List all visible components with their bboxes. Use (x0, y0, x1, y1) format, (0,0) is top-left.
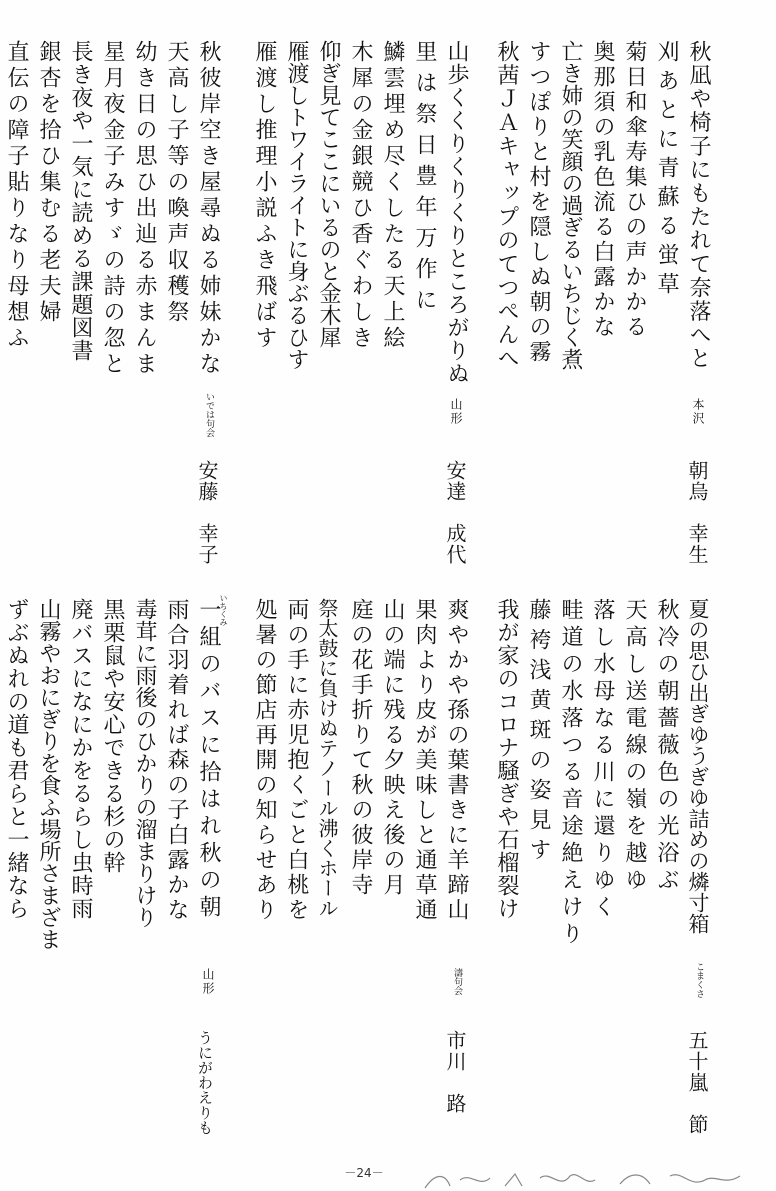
author-place: 山形 (449, 398, 463, 426)
haiku-line: 木犀の金銀競ひ香ぐわしき (348, 40, 373, 352)
haiku-line: 幼き日の思ひ出辿る赤まんま (132, 40, 157, 378)
author-name: 朝烏 幸生 (685, 460, 709, 565)
author-group: こまくさ (694, 962, 704, 998)
haiku-line: 里は祭日豊年万作に (412, 40, 437, 319)
haiku-line: 祭太鼓に負けぬテノール沸くホール (315, 598, 339, 918)
haiku-line: 亡き姉の笑顔の過ぎるいちじく煮 (558, 40, 583, 370)
author-name: うにがわえりも (196, 1030, 214, 1135)
haiku-line: 爽やかや孫の葉書きに羊蹄山 (444, 598, 469, 923)
haiku-line: 雨合羽着れば森の子白露かな (164, 598, 189, 923)
haiku-line: 果肉より皮が美味しと通草通 (412, 598, 437, 923)
haiku-line: 奥那須の乳色流る白露かな (590, 40, 615, 340)
author-group: 濤句会 (452, 968, 462, 995)
haiku-line: 直伝の障子貼りなり母想ふ (4, 40, 29, 352)
author-name: 安達 成代 (443, 460, 467, 565)
haiku-line: 庭の花手折りて秋の彼岸寺 (348, 598, 373, 898)
haiku-line: 黒栗鼠や安心できる杉の幹 (100, 598, 125, 874)
haiku-line: 毒茸に雨後のひかりの溜まりけり (132, 598, 157, 928)
haiku-line: 畦道の水落つる音途絶えけり (558, 598, 583, 949)
haiku-line: 長き夜や一気に読める課題図書 (68, 40, 93, 362)
haiku-line: 刈あとに青蘇る蛍草 (654, 40, 679, 301)
haiku-line: 鱗雲埋め尽くしたる天上絵 (380, 40, 405, 352)
haiku-line: 秋彼岸空き屋尋ぬる姉妹かな (196, 40, 221, 378)
author-name: 五十嵐 節 (685, 1030, 709, 1135)
haiku-line: 山の端に残る夕映え後の月 (380, 598, 405, 898)
haiku-line: 星月夜金子みすゞの詩の忽と (100, 40, 125, 378)
author-place: 本沢 (691, 398, 705, 426)
haiku-line: 天高し送電線の嶺を越ゆ (622, 598, 647, 895)
author-name: 安藤 幸子 (195, 460, 219, 565)
haiku-line: 雁渡し推理小説ふき飛ばす (252, 40, 277, 352)
haiku-line: 一組のバスに拾はれ秋の朝 (196, 598, 221, 922)
haiku-line: 仰ぎ見てここにいるのと金木犀 (316, 40, 341, 348)
haiku-line: 処暑の節店再開の知らせあり (252, 598, 277, 923)
haiku-line: 我が家のコロナ騒ぎや石榴裂け (494, 598, 519, 920)
haiku-line: 雁渡しトワイライトに身ぶるひす (284, 40, 309, 370)
haiku-line: 山歩くくりくりくりところがりぬ (444, 40, 469, 385)
haiku-line: 銀杏を拾ひ集むる老夫婦 (36, 40, 61, 326)
haiku-line: 菊日和傘寿集ひの声かかる (622, 40, 647, 340)
handwritten-scribble (420, 1168, 750, 1191)
haiku-line: 秋茜ＪＡキャップのてつぺんへ (494, 40, 519, 371)
haiku-line: すつぽりと村を隠しぬ朝の霧 (526, 40, 551, 365)
haiku-line: 天高し子等の喚声収穫祭 (164, 40, 189, 326)
page-number: －24－ (344, 1166, 384, 1180)
haiku-line: 夏の思ひ出ぎゆうぎゆ詰めの燐寸箱 (686, 598, 710, 934)
haiku-line: 藤袴浅黄斑の姿見す (526, 598, 551, 868)
haiku-line: 廃バスになにかをるらし虫時雨 (68, 598, 93, 920)
haiku-line: 山霧やおにぎりを食ふ場所さまざま (36, 598, 61, 950)
author-place: 山形 (201, 968, 215, 996)
haiku-line: 秋凪や椅子にもたれて奈落へと (686, 40, 711, 371)
author-name: 市川 路 (443, 1030, 467, 1114)
haiku-line: 落し水母なる川に還りゆく (590, 598, 615, 922)
ruby-reading: いちくみ (219, 594, 228, 626)
haiku-line: ずぶぬれの道も君らと一緒なら (4, 598, 29, 920)
haiku-line: 秋冷の朝薔薇色の光浴ぶ (654, 598, 679, 895)
haiku-line: 両の手に赤児抱くごと白桃を (284, 598, 309, 923)
author-group: いでは句会 (204, 392, 214, 437)
